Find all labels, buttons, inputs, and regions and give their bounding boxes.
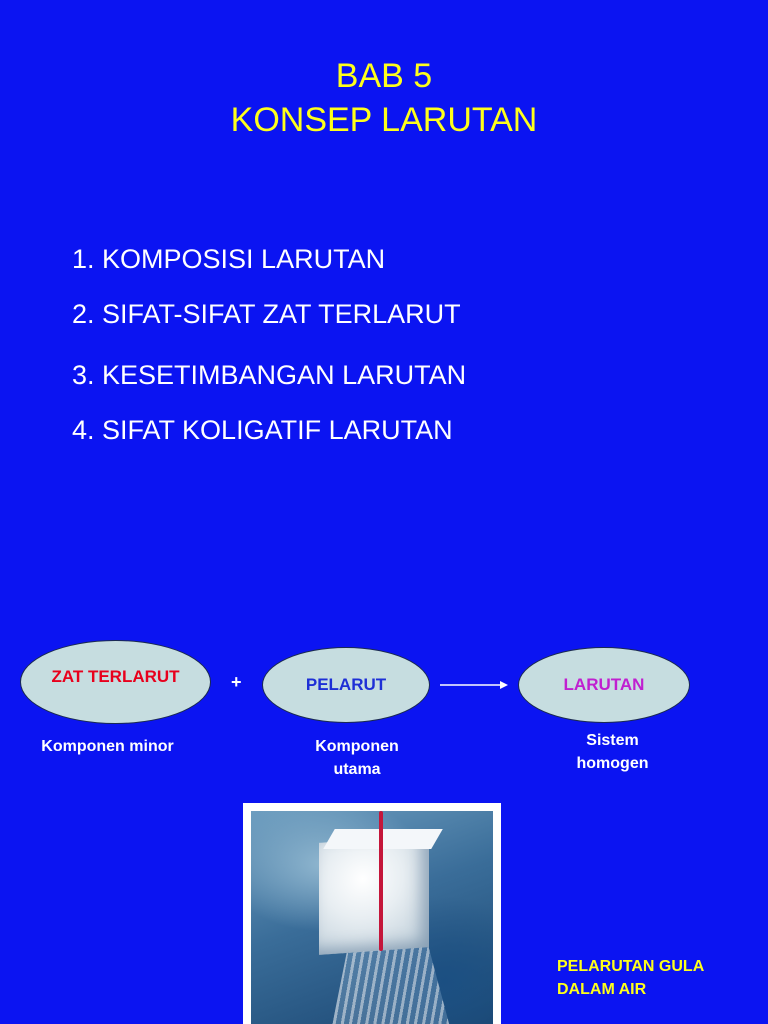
arrow-icon (440, 678, 508, 692)
photo-caption (557, 955, 704, 1001)
sugar-dissolving-photo (243, 803, 501, 1024)
topic-item-3: 3. KESETIMBANGAN LARUTAN (72, 360, 467, 390)
topic-item-2: 2. SIFAT-SIFAT ZAT TERLARUT (72, 299, 461, 329)
solute-caption: Komponen minor (41, 738, 174, 755)
photo-caption-line-1: PELARUTAN GULA (557, 958, 705, 975)
sugar-cube-top (323, 829, 443, 849)
chapter-title: BAB 5 (335, 57, 433, 95)
solvent-caption-line-2: utama (333, 761, 381, 778)
photo-image (251, 811, 493, 1024)
red-string (379, 811, 383, 951)
solvent-caption-line-1: Komponen (315, 738, 399, 755)
chapter-subtitle: KONSEP LARUTAN (230, 101, 538, 139)
solvent-ellipse (262, 647, 430, 723)
solute-label: ZAT TERLARUT (51, 667, 180, 686)
photo-caption-line-2: DALAM AIR (557, 981, 647, 998)
plus-sign: + (231, 672, 242, 692)
topic-item-4: 4. SIFAT KOLIGATIF LARUTAN (72, 415, 453, 445)
dissolving-stream (331, 941, 451, 1024)
solvent-caption (262, 735, 452, 781)
result-ellipse (518, 647, 690, 723)
result-caption (540, 729, 685, 775)
result-caption-line-1: Sistem (586, 732, 639, 749)
result-caption-line-2: homogen (576, 755, 649, 772)
solvent-label: PELARUT (305, 675, 387, 694)
result-label: LARUTAN (563, 675, 645, 694)
solute-ellipse (20, 640, 211, 724)
topic-item-1: 1. KOMPOSISI LARUTAN (72, 244, 386, 274)
sugar-cube (319, 835, 429, 955)
